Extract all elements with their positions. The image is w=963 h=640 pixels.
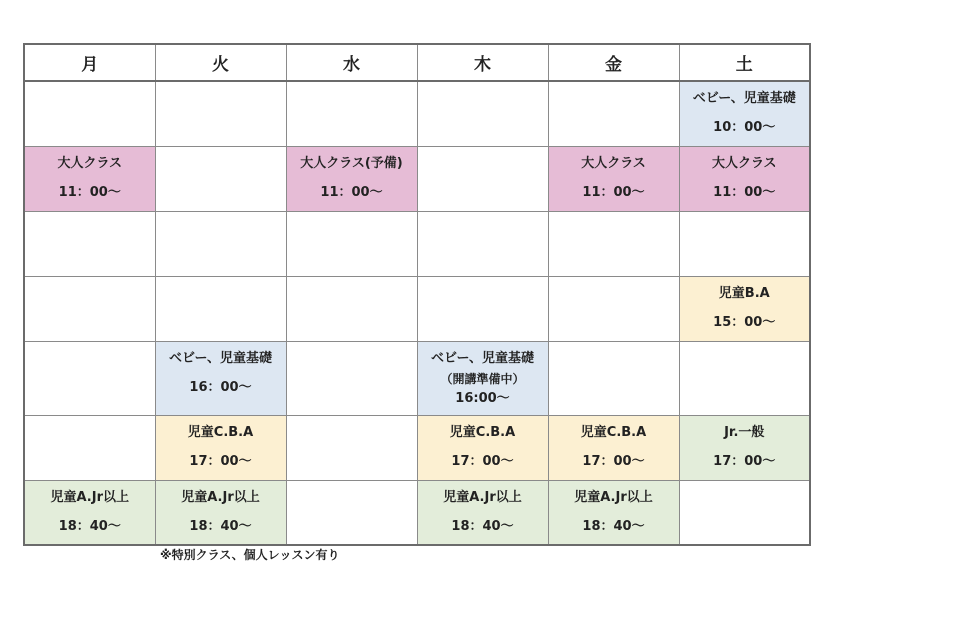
schedule-row: [24, 81, 810, 146]
day-header-wed: 水: [286, 44, 417, 81]
schedule-cell-wed: [286, 146, 417, 211]
schedule-cell-mon: [24, 341, 155, 415]
class-time: 11：00～: [713, 184, 776, 200]
schedule-row: [24, 480, 810, 545]
schedule-cell-sat: [679, 146, 810, 211]
class-time: 17：00～: [713, 453, 776, 469]
schedule-cell-thu: [417, 211, 548, 276]
header-row: [24, 44, 810, 81]
class-name: 児童C.B.A: [187, 424, 254, 440]
class-time: 18：40～: [189, 518, 252, 534]
schedule-cell-thu: [417, 146, 548, 211]
schedule-cell-wed: [286, 276, 417, 341]
schedule-cell-mon: [24, 81, 155, 146]
schedule-cell-wed: [286, 415, 417, 480]
schedule-cell-tue: [155, 211, 286, 276]
schedule-cell-fri: [548, 81, 679, 146]
class-name: 大人クラス: [581, 155, 646, 171]
day-header-mon: 月: [24, 44, 155, 81]
class-name: 大人クラス(予備): [300, 155, 403, 171]
class-time: 11：00～: [320, 184, 383, 200]
day-header-sat: 土: [679, 44, 810, 81]
footnote: ※特別クラス、個人レッスン有り: [160, 548, 340, 562]
schedule-cell-mon: [24, 415, 155, 480]
class-time: 16：00～: [189, 379, 252, 395]
schedule-row: [24, 276, 810, 341]
schedule-cell-thu: [417, 81, 548, 146]
class-time: 10：00～: [713, 120, 776, 135]
schedule-cell-sat: [679, 480, 810, 545]
class-name: 児童C.B.A: [449, 424, 516, 440]
class-name: 児童C.B.A: [580, 424, 647, 440]
class-name: 児童A.Jr以上: [181, 489, 260, 505]
schedule-cell-sat: [679, 415, 810, 480]
schedule-cell-tue: [155, 480, 286, 545]
schedule-cell-fri: [548, 211, 679, 276]
schedule-cell-fri: [548, 146, 679, 211]
schedule-cell-tue: [155, 81, 286, 146]
schedule-row: [24, 211, 810, 276]
class-name: ベビー、児童基礎: [169, 350, 272, 366]
class-time: 17：00～: [189, 453, 252, 469]
day-header-tue: 火: [155, 44, 286, 81]
schedule-cell-mon: [24, 211, 155, 276]
class-name: ベビー、児童基礎: [692, 91, 796, 106]
class-time: 11：00～: [582, 184, 645, 200]
schedule-cell-sat: [679, 81, 810, 146]
class-name: 大人クラス: [711, 155, 777, 171]
class-name: 児童B.A: [718, 285, 770, 301]
schedule-cell-thu: [417, 276, 548, 341]
class-time: 17：00～: [451, 453, 514, 469]
class-note: （開講準備中）: [440, 371, 525, 386]
schedule-cell-wed: [286, 211, 417, 276]
class-name: ベビー、児童基礎: [431, 350, 534, 366]
schedule-cell-tue: [155, 146, 286, 211]
schedule-cell-fri: [548, 415, 679, 480]
class-name: 大人クラス: [57, 155, 123, 171]
schedule-cell-thu: [417, 341, 548, 415]
schedule-row: [24, 146, 810, 211]
day-header-fri: 金: [548, 44, 679, 81]
class-time: 16:00～: [455, 390, 510, 406]
class-name: 児童A.Jr以上: [443, 489, 522, 505]
schedule-cell-tue: [155, 415, 286, 480]
class-name: 児童A.Jr以上: [574, 489, 653, 505]
schedule-row: [24, 341, 810, 415]
schedule-cell-mon: [24, 480, 155, 545]
class-time: 18：40～: [58, 518, 121, 534]
class-time: 18：40～: [582, 518, 645, 534]
schedule-cell-thu: [417, 415, 548, 480]
schedule-cell-wed: [286, 341, 417, 415]
schedule-body: [24, 81, 810, 545]
schedule-cell-fri: [548, 341, 679, 415]
schedule-cell-fri: [548, 480, 679, 545]
schedule-cell-tue: [155, 341, 286, 415]
schedule-cell-tue: [155, 276, 286, 341]
class-name: 児童A.Jr以上: [50, 489, 129, 505]
class-time: 18：40～: [451, 518, 514, 534]
schedule-cell-wed: [286, 81, 417, 146]
class-time: 11：00～: [58, 184, 121, 200]
schedule-row: [24, 415, 810, 480]
schedule-cell-fri: [548, 276, 679, 341]
schedule-cell-thu: [417, 480, 548, 545]
schedule-cell-sat: [679, 276, 810, 341]
schedule-cell-sat: [679, 211, 810, 276]
class-timetable: [23, 43, 811, 546]
schedule-cell-wed: [286, 480, 417, 545]
schedule-cell-mon: [24, 146, 155, 211]
schedule-cell-sat: [679, 341, 810, 415]
class-name: Jr.一般: [724, 424, 765, 440]
class-time: 15：00～: [713, 314, 776, 330]
class-time: 17：00～: [582, 453, 645, 469]
schedule-cell-mon: [24, 276, 155, 341]
day-header-thu: 木: [417, 44, 548, 81]
